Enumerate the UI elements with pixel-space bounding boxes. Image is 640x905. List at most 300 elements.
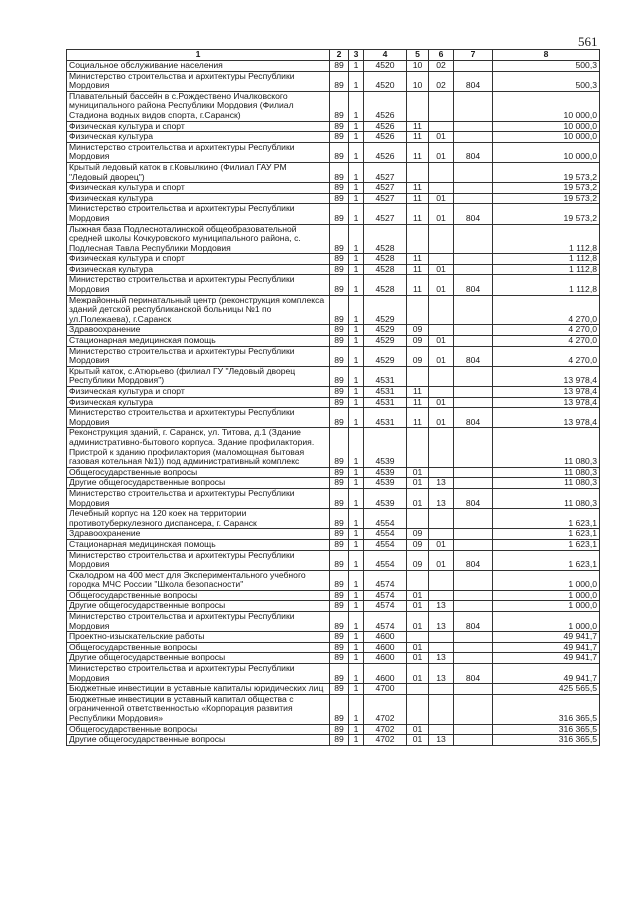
- row-name: Физическая культура и спорт: [67, 254, 330, 265]
- row-amount: 316 365,5: [493, 735, 600, 746]
- row-code-2: 89: [330, 61, 349, 72]
- row-name: Общегосударственные вопросы: [67, 642, 330, 653]
- row-subsection: 01: [429, 336, 454, 347]
- row-code-2: 89: [330, 529, 349, 540]
- row-amount: 316 365,5: [493, 724, 600, 735]
- row-amount: 49 941,7: [493, 642, 600, 653]
- row-code-2: 89: [330, 121, 349, 132]
- row-code-2: 89: [330, 735, 349, 746]
- row-code-2: 89: [330, 366, 349, 386]
- table-row: [67, 724, 600, 735]
- row-code-7: [454, 509, 493, 529]
- row-code-2: 89: [330, 408, 349, 428]
- table-row: [67, 735, 600, 746]
- row-code-7: 804: [454, 550, 493, 570]
- row-code-3: 1: [349, 550, 364, 570]
- row-name: Физическая культура: [67, 132, 330, 143]
- row-code-7: [454, 590, 493, 601]
- row-code-7: [454, 735, 493, 746]
- row-subsection: [429, 428, 454, 467]
- row-subsection: 01: [429, 539, 454, 550]
- row-code-7: [454, 325, 493, 336]
- table-row: [67, 664, 600, 684]
- table-row: [67, 71, 600, 91]
- row-subsection: [429, 224, 454, 254]
- row-code-7: [454, 632, 493, 643]
- row-code-3: 1: [349, 684, 364, 695]
- row-section: 09: [407, 539, 429, 550]
- row-code-4: 4527: [364, 193, 407, 204]
- table-header-row: [67, 50, 600, 61]
- row-code-4: 4527: [364, 204, 407, 224]
- row-amount: 13 978,4: [493, 387, 600, 398]
- row-amount: 10 000,0: [493, 91, 600, 121]
- row-name: Министерство строительства и архитектуры Республики Мордовия: [67, 204, 330, 224]
- row-subsection: [429, 684, 454, 695]
- row-code-3: 1: [349, 254, 364, 265]
- row-section: 11: [407, 397, 429, 408]
- row-subsection: [429, 366, 454, 386]
- row-subsection: 01: [429, 132, 454, 143]
- table-row: [67, 694, 600, 724]
- row-section: 01: [407, 590, 429, 601]
- row-code-3: 1: [349, 61, 364, 72]
- row-subsection: 01: [429, 142, 454, 162]
- row-section: 11: [407, 254, 429, 265]
- table-row: [67, 162, 600, 182]
- row-name: Здравоохранение: [67, 325, 330, 336]
- row-code-7: 804: [454, 142, 493, 162]
- row-code-2: 89: [330, 142, 349, 162]
- row-amount: 19 573,2: [493, 193, 600, 204]
- row-code-4: 4554: [364, 539, 407, 550]
- table-row: [67, 336, 600, 347]
- row-code-3: 1: [349, 642, 364, 653]
- row-code-3: 1: [349, 346, 364, 366]
- row-subsection: 02: [429, 61, 454, 72]
- row-amount: 19 573,2: [493, 162, 600, 182]
- row-code-2: 89: [330, 570, 349, 590]
- row-code-4: 4529: [364, 346, 407, 366]
- row-code-7: [454, 224, 493, 254]
- row-code-7: [454, 91, 493, 121]
- row-subsection: [429, 509, 454, 529]
- table-row: [67, 590, 600, 601]
- row-code-2: 89: [330, 275, 349, 295]
- row-section: 01: [407, 724, 429, 735]
- row-code-2: 89: [330, 346, 349, 366]
- row-amount: 1 000,0: [493, 590, 600, 601]
- table-row: [67, 325, 600, 336]
- row-code-3: 1: [349, 204, 364, 224]
- row-amount: 1 112,8: [493, 254, 600, 265]
- row-code-4: 4702: [364, 694, 407, 724]
- row-code-7: [454, 478, 493, 489]
- row-amount: 1 000,0: [493, 570, 600, 590]
- table-row: [67, 91, 600, 121]
- row-code-2: 89: [330, 664, 349, 684]
- row-code-4: 4527: [364, 162, 407, 182]
- row-amount: 13 978,4: [493, 366, 600, 386]
- row-code-7: [454, 254, 493, 265]
- row-section: [407, 632, 429, 643]
- column-header: 8: [493, 50, 600, 61]
- table-row: [67, 121, 600, 132]
- row-code-7: [454, 387, 493, 398]
- row-code-3: 1: [349, 275, 364, 295]
- row-section: 11: [407, 132, 429, 143]
- row-code-7: [454, 295, 493, 325]
- row-amount: 10 000,0: [493, 132, 600, 143]
- row-code-4: 4527: [364, 183, 407, 194]
- row-code-2: 89: [330, 478, 349, 489]
- row-section: [407, 295, 429, 325]
- row-code-4: 4529: [364, 336, 407, 347]
- row-code-7: 804: [454, 346, 493, 366]
- row-code-2: 89: [330, 632, 349, 643]
- row-subsection: [429, 162, 454, 182]
- row-code-3: 1: [349, 336, 364, 347]
- row-code-4: 4531: [364, 408, 407, 428]
- row-name: Министерство строительства и архитектуры Республики Мордовия: [67, 275, 330, 295]
- row-code-4: 4539: [364, 467, 407, 478]
- row-code-3: 1: [349, 488, 364, 508]
- row-code-4: 4520: [364, 71, 407, 91]
- row-name: Другие общегосударственные вопросы: [67, 478, 330, 489]
- row-code-3: 1: [349, 612, 364, 632]
- table-row: [67, 467, 600, 478]
- row-section: 01: [407, 664, 429, 684]
- row-code-4: 4702: [364, 724, 407, 735]
- row-code-4: 4526: [364, 121, 407, 132]
- row-name: Министерство строительства и архитектуры Республики Мордовия: [67, 550, 330, 570]
- row-name: Бюджетные инвестиции в уставный капитал общества с ограниченной ответственностью «Корпорация развития Республики Мордовия»: [67, 694, 330, 724]
- row-code-2: 89: [330, 132, 349, 143]
- row-name: Министерство строительства и архитектуры Республики Мордовия: [67, 612, 330, 632]
- table-row: [67, 61, 600, 72]
- row-amount: 1 112,8: [493, 224, 600, 254]
- column-header: 4: [364, 50, 407, 61]
- table-row: [67, 653, 600, 664]
- row-name: Физическая культура: [67, 264, 330, 275]
- table-row: [67, 632, 600, 643]
- row-code-4: 4528: [364, 224, 407, 254]
- row-code-4: 4528: [364, 264, 407, 275]
- row-amount: 49 941,7: [493, 664, 600, 684]
- row-subsection: 01: [429, 275, 454, 295]
- row-section: [407, 570, 429, 590]
- row-code-2: 89: [330, 162, 349, 182]
- row-subsection: 13: [429, 735, 454, 746]
- row-code-3: 1: [349, 590, 364, 601]
- table-row: [67, 346, 600, 366]
- row-amount: 10 000,0: [493, 142, 600, 162]
- row-code-7: [454, 336, 493, 347]
- row-section: [407, 366, 429, 386]
- row-code-2: 89: [330, 539, 349, 550]
- row-code-4: 4526: [364, 142, 407, 162]
- row-section: 01: [407, 642, 429, 653]
- row-code-7: [454, 467, 493, 478]
- row-code-3: 1: [349, 193, 364, 204]
- row-name: Физическая культура: [67, 193, 330, 204]
- row-subsection: [429, 387, 454, 398]
- row-code-2: 89: [330, 183, 349, 194]
- row-name: Физическая культура и спорт: [67, 387, 330, 398]
- row-section: 10: [407, 61, 429, 72]
- row-code-2: 89: [330, 295, 349, 325]
- row-code-4: 4531: [364, 366, 407, 386]
- row-section: 09: [407, 346, 429, 366]
- row-code-4: 4539: [364, 488, 407, 508]
- row-code-3: 1: [349, 408, 364, 428]
- row-code-2: 89: [330, 224, 349, 254]
- row-code-3: 1: [349, 539, 364, 550]
- row-code-3: 1: [349, 295, 364, 325]
- table-row: [67, 612, 600, 632]
- row-subsection: 01: [429, 346, 454, 366]
- row-code-7: 804: [454, 408, 493, 428]
- row-subsection: [429, 694, 454, 724]
- row-amount: 1 623,1: [493, 539, 600, 550]
- row-name: Скалодром на 400 мест для Экспериментального учебного городка МЧС России "Школа безопасности": [67, 570, 330, 590]
- table-row: [67, 408, 600, 428]
- row-code-3: 1: [349, 224, 364, 254]
- row-amount: 11 080,3: [493, 467, 600, 478]
- column-header: 3: [349, 50, 364, 61]
- row-name: Лыжная база Подлесноталинской общеобразовательной средней школы Кочкуровского муниципального района, с. Подлесная Тавла Республики Мордовия: [67, 224, 330, 254]
- row-code-2: 89: [330, 601, 349, 612]
- row-code-2: 89: [330, 467, 349, 478]
- row-code-4: 4539: [364, 428, 407, 467]
- row-section: [407, 509, 429, 529]
- row-subsection: [429, 529, 454, 540]
- row-code-3: 1: [349, 71, 364, 91]
- row-code-7: [454, 724, 493, 735]
- row-code-7: [454, 642, 493, 653]
- row-amount: 316 365,5: [493, 694, 600, 724]
- row-code-4: 4529: [364, 325, 407, 336]
- row-name: Министерство строительства и архитектуры Республики Мордовия: [67, 408, 330, 428]
- table-row: [67, 264, 600, 275]
- row-name: Бюджетные инвестиции в уставные капиталы юридических лиц: [67, 684, 330, 695]
- row-code-2: 89: [330, 91, 349, 121]
- row-code-4: 4554: [364, 529, 407, 540]
- row-code-3: 1: [349, 162, 364, 182]
- row-subsection: [429, 570, 454, 590]
- row-name: Здравоохранение: [67, 529, 330, 540]
- row-code-4: 4528: [364, 275, 407, 295]
- row-subsection: 01: [429, 204, 454, 224]
- row-code-3: 1: [349, 387, 364, 398]
- table-row: [67, 550, 600, 570]
- row-amount: 13 978,4: [493, 408, 600, 428]
- row-amount: 1 623,1: [493, 550, 600, 570]
- row-code-2: 89: [330, 684, 349, 695]
- row-code-7: 804: [454, 612, 493, 632]
- column-header: 1: [67, 50, 330, 61]
- column-header: 2: [330, 50, 349, 61]
- row-amount: 49 941,7: [493, 653, 600, 664]
- table-row: [67, 193, 600, 204]
- row-code-7: [454, 529, 493, 540]
- row-code-4: 4574: [364, 590, 407, 601]
- row-amount: 49 941,7: [493, 632, 600, 643]
- row-section: 11: [407, 264, 429, 275]
- row-code-4: 4600: [364, 632, 407, 643]
- row-code-4: 4600: [364, 642, 407, 653]
- row-subsection: 01: [429, 193, 454, 204]
- row-code-2: 89: [330, 397, 349, 408]
- row-code-7: [454, 61, 493, 72]
- row-code-3: 1: [349, 664, 364, 684]
- row-subsection: 13: [429, 612, 454, 632]
- row-name: Крытый каток, с.Атюрьево (филиал ГУ "Ледовый дворец Республики Мордовия"): [67, 366, 330, 386]
- row-name: Социальное обслуживание населения: [67, 61, 330, 72]
- row-section: [407, 224, 429, 254]
- row-subsection: [429, 724, 454, 735]
- row-subsection: [429, 590, 454, 601]
- column-header: 7: [454, 50, 493, 61]
- row-subsection: [429, 121, 454, 132]
- row-code-3: 1: [349, 366, 364, 386]
- row-code-2: 89: [330, 264, 349, 275]
- row-code-4: 4554: [364, 550, 407, 570]
- row-section: [407, 428, 429, 467]
- row-section: 11: [407, 408, 429, 428]
- row-code-2: 89: [330, 653, 349, 664]
- row-code-3: 1: [349, 724, 364, 735]
- table-row: [67, 224, 600, 254]
- table-row: [67, 397, 600, 408]
- row-name: Лечебный корпус на 120 коек на территории противотуберкулезного диспансера, г. Саранск: [67, 509, 330, 529]
- row-code-4: 4526: [364, 91, 407, 121]
- row-amount: 11 080,3: [493, 478, 600, 489]
- row-amount: 500,3: [493, 61, 600, 72]
- table-row: [67, 601, 600, 612]
- row-section: 11: [407, 387, 429, 398]
- row-subsection: 13: [429, 488, 454, 508]
- row-code-7: [454, 570, 493, 590]
- table-row: [67, 570, 600, 590]
- row-code-3: 1: [349, 653, 364, 664]
- row-code-4: 4531: [364, 397, 407, 408]
- row-section: 01: [407, 488, 429, 508]
- row-subsection: 01: [429, 408, 454, 428]
- row-name: Министерство строительства и архитектуры Республики Мордовия: [67, 346, 330, 366]
- row-amount: 11 080,3: [493, 488, 600, 508]
- row-name: Общегосударственные вопросы: [67, 590, 330, 601]
- row-code-7: [454, 183, 493, 194]
- row-code-2: 89: [330, 488, 349, 508]
- row-amount: 1 623,1: [493, 529, 600, 540]
- table-row: [67, 295, 600, 325]
- table-row: [67, 366, 600, 386]
- row-code-3: 1: [349, 264, 364, 275]
- row-code-7: [454, 193, 493, 204]
- row-name: Другие общегосударственные вопросы: [67, 601, 330, 612]
- row-subsection: 01: [429, 550, 454, 570]
- row-section: [407, 694, 429, 724]
- row-amount: 4 270,0: [493, 295, 600, 325]
- row-section: 01: [407, 601, 429, 612]
- row-amount: 10 000,0: [493, 121, 600, 132]
- row-code-4: 4526: [364, 132, 407, 143]
- row-section: 09: [407, 325, 429, 336]
- row-section: 11: [407, 193, 429, 204]
- row-code-3: 1: [349, 91, 364, 121]
- row-subsection: 01: [429, 264, 454, 275]
- table-row: [67, 387, 600, 398]
- row-subsection: [429, 183, 454, 194]
- row-name: Общегосударственные вопросы: [67, 467, 330, 478]
- row-code-7: [454, 366, 493, 386]
- row-code-4: 4574: [364, 601, 407, 612]
- row-amount: 19 573,2: [493, 183, 600, 194]
- row-section: 11: [407, 204, 429, 224]
- row-section: [407, 91, 429, 121]
- row-code-4: 4700: [364, 684, 407, 695]
- row-code-3: 1: [349, 428, 364, 467]
- row-code-2: 89: [330, 336, 349, 347]
- row-code-4: 4702: [364, 735, 407, 746]
- row-section: [407, 162, 429, 182]
- row-code-2: 89: [330, 71, 349, 91]
- row-code-7: 804: [454, 204, 493, 224]
- row-name: Физическая культура и спорт: [67, 121, 330, 132]
- row-code-3: 1: [349, 325, 364, 336]
- row-code-3: 1: [349, 632, 364, 643]
- row-code-3: 1: [349, 121, 364, 132]
- row-amount: 4 270,0: [493, 336, 600, 347]
- row-subsection: 13: [429, 653, 454, 664]
- row-section: 01: [407, 612, 429, 632]
- row-code-7: [454, 694, 493, 724]
- table-row: [67, 142, 600, 162]
- row-code-2: 89: [330, 694, 349, 724]
- row-section: 11: [407, 183, 429, 194]
- row-name: Физическая культура: [67, 397, 330, 408]
- row-section: 09: [407, 550, 429, 570]
- row-section: 11: [407, 142, 429, 162]
- row-amount: 1 000,0: [493, 612, 600, 632]
- row-code-3: 1: [349, 478, 364, 489]
- row-section: 01: [407, 653, 429, 664]
- row-code-7: [454, 132, 493, 143]
- table-row: [67, 275, 600, 295]
- row-amount: 425 565,5: [493, 684, 600, 695]
- row-subsection: [429, 325, 454, 336]
- row-amount: 1 112,8: [493, 275, 600, 295]
- row-code-7: [454, 397, 493, 408]
- row-subsection: [429, 642, 454, 653]
- row-section: 11: [407, 275, 429, 295]
- row-code-3: 1: [349, 142, 364, 162]
- row-name: Министерство строительства и архитектуры Республики Мордовия: [67, 664, 330, 684]
- row-code-2: 89: [330, 509, 349, 529]
- row-name: Проектно-изыскательские работы: [67, 632, 330, 643]
- row-section: 01: [407, 478, 429, 489]
- row-name: Межрайонный перинатальный центр (реконструкция комплекса зданий детской республиканской больницы №1 по ул.Полежаева), г.Саранск: [67, 295, 330, 325]
- row-name: Общегосударственные вопросы: [67, 724, 330, 735]
- row-subsection: [429, 254, 454, 265]
- row-code-7: [454, 428, 493, 467]
- row-name: Министерство строительства и архитектуры Республики Мордовия: [67, 71, 330, 91]
- row-name: Крытый ледовый каток в г.Ковылкино (Филиал ГАУ РМ "Ледовый дворец"): [67, 162, 330, 182]
- table-row: [67, 509, 600, 529]
- row-subsection: [429, 632, 454, 643]
- row-code-2: 89: [330, 193, 349, 204]
